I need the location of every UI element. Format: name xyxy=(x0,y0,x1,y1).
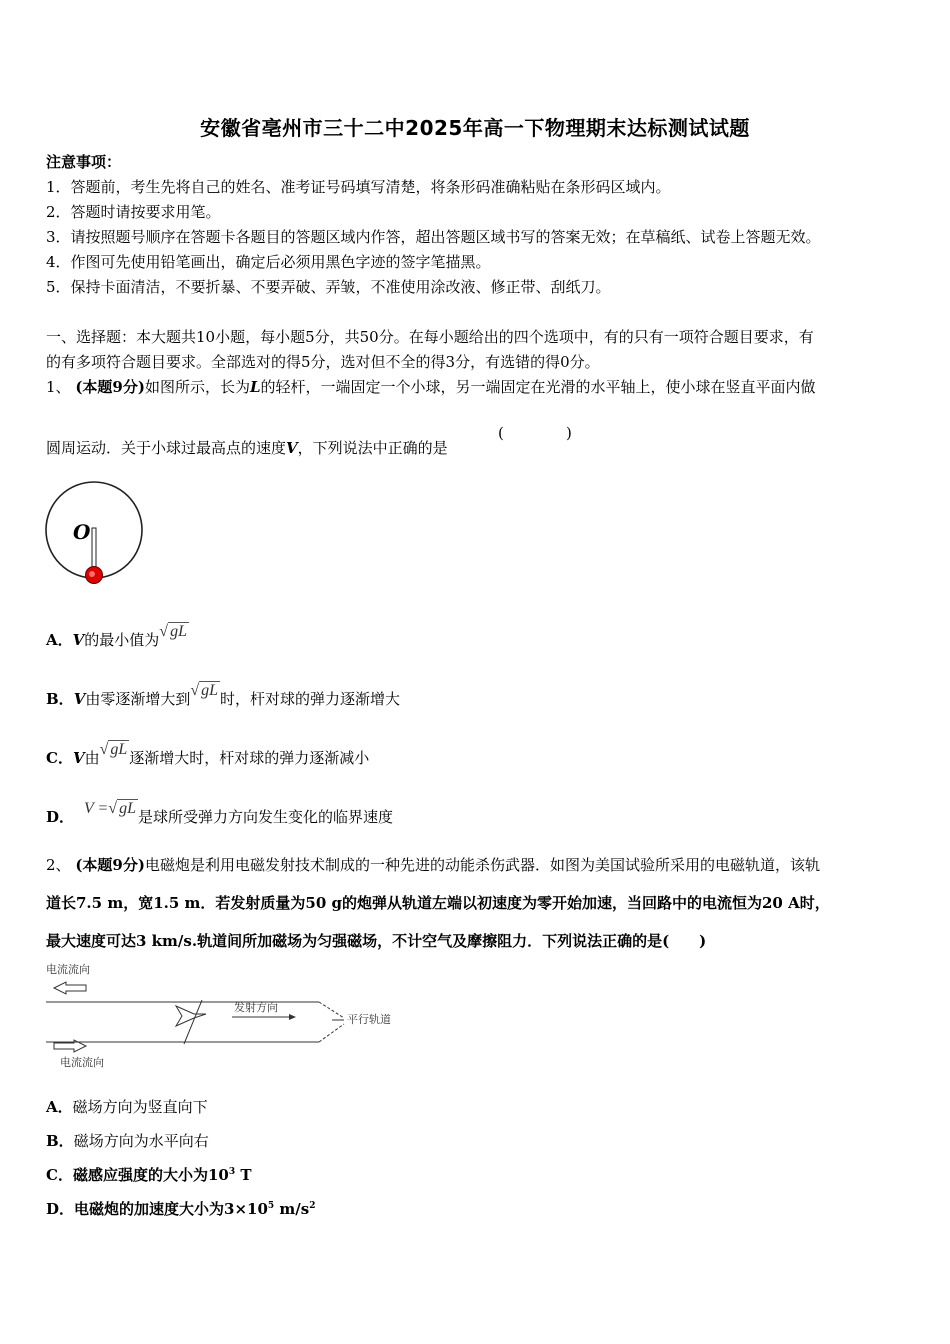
q1-option-b-v: V xyxy=(73,690,86,708)
q2-stem-line-2: 道长7.5 m，宽1.5 m．若发射质量为50 g的炮弹从轨道左端以初速度为零开始加速，当回路中的电流恒为20 A时， xyxy=(46,894,830,912)
q2-option-c-letter: C． xyxy=(46,1166,73,1184)
q1-pivot-label: O xyxy=(73,520,91,544)
q1-option-d-letter: D． xyxy=(46,808,75,826)
q1-option-a-text: 的最小值为 xyxy=(84,631,160,649)
q2-text-a: 电磁炮是利用电磁发射技术制成的一种先进的动能杀伤武器．如图为美国试验所采用的电磁轨道，该轨 xyxy=(144,856,820,874)
q2-stem-line-1 xyxy=(46,855,820,875)
q2-option-d-unit-exponent: 2 xyxy=(309,1201,316,1211)
q1-option-b-sqrt-expr: gL xyxy=(201,682,219,699)
q2-figure-rails-label: 平行轨道 xyxy=(347,1013,391,1026)
q1-stem-line-2 xyxy=(46,438,448,458)
q1-score: (本题9分) xyxy=(75,378,145,396)
q1-option-c-sqrt: √ gL xyxy=(99,741,128,758)
q1-option-d-eq: V = xyxy=(84,800,109,817)
q2-score: (本题9分) xyxy=(75,856,145,874)
notice-item-3: 3．请按照题号顺序在答题卡各题目的答题区域内作答，超出答题区域书写的答案无效；在草稿纸、试卷上答题无效。 xyxy=(46,228,821,246)
q1-option-d xyxy=(46,800,393,828)
section-intro-line-2: 的有多项符合题目要求。全部选对的得5分，选对但不全的得3分，有选错的得0分。 xyxy=(46,353,600,371)
notice-heading: 注意事项： xyxy=(46,153,122,171)
q1-option-d-sqrt: √ gL xyxy=(108,800,136,817)
q2-figure-current-top-label: 电流流向 xyxy=(46,963,90,976)
q2-option-a xyxy=(46,1097,208,1117)
q1-answer-paren-close: ) xyxy=(566,424,572,442)
section-intro-line-1: 一、选择题：本大题共10小题，每小题5分，共50分。在每小题给出的四个选项中，有的只有一项符合题目要求，有 xyxy=(46,328,814,346)
q1-text-a: 如图所示，长为 xyxy=(144,378,250,396)
q2-option-c-text: 磁感应强度的大小为10 xyxy=(72,1166,229,1184)
q2-figure-rail-gun xyxy=(44,960,414,1072)
q1-velocity-symbol: V xyxy=(286,439,298,457)
notice-item-2: 2．答题时请按要求用笔。 xyxy=(46,203,221,221)
q1-option-b-text-1: 由零逐渐增大到 xyxy=(85,690,191,708)
q1-answer-paren-open: ( xyxy=(498,424,504,442)
q1-option-c-letter: C． xyxy=(46,749,73,767)
q1-option-b-sqrt: √ gL xyxy=(190,682,219,699)
q2-option-b xyxy=(46,1131,209,1151)
q1-option-a xyxy=(46,623,189,651)
q1-length-symbol: L xyxy=(249,378,261,396)
q1-option-a-sqrt-expr: gL xyxy=(170,623,187,640)
page-title: 安徽省亳州市三十二中2025年高一下物理期末达标测试试题 xyxy=(200,116,750,140)
q2-option-a-text: 磁场方向为竖直向下 xyxy=(72,1098,208,1116)
q1-option-b-text-2: 时，杆对球的弹力逐渐增大 xyxy=(220,690,401,708)
notice-item-5: 5．保持卡面清洁，不要折暴、不要弄破、弄皱，不准使用涂改液、修正带、刮纸刀。 xyxy=(46,278,611,296)
q1-option-c-text-1: 由 xyxy=(84,749,100,767)
q2-option-d-unit: m/s xyxy=(274,1200,310,1218)
notice-item-1: 1．答题前，考生先将自己的姓名、准考证号码填写清楚，将条形码准确粘贴在条形码区域内。 xyxy=(46,178,671,196)
q2-current-top-arrow xyxy=(54,982,86,994)
q1-option-c xyxy=(46,741,370,769)
q1-option-a-sqrt: √ gL xyxy=(159,623,187,640)
q2-option-b-letter: B． xyxy=(46,1132,74,1150)
q1-text-b: 的轻杆，一端固定一个小球，另一端固定在光滑的水平轴上，使小球在竖直平面内做 xyxy=(260,378,816,396)
q2-option-c xyxy=(46,1165,251,1185)
q1-option-d-sqrt-expr: gL xyxy=(119,800,136,817)
q2-option-d-exponent: 5 xyxy=(267,1201,275,1211)
q2-projectile xyxy=(176,1006,206,1026)
q2-number: 2、 xyxy=(46,856,71,874)
q2-figure-launch-label: 发射方向 xyxy=(234,1001,278,1014)
q2-option-b-text: 磁场方向为水平向右 xyxy=(73,1132,209,1150)
q2-stem-line-3: 最大速度可达3 km/s.轨道间所加磁场为匀强磁场，不计空气及摩擦阻力．下列说法正确的是( ) xyxy=(46,932,707,950)
q1-option-b xyxy=(46,682,401,710)
q1-number: 1、 xyxy=(46,378,71,396)
q1-option-d-text: 是球所受弹力方向发生变化的临界速度 xyxy=(137,808,393,826)
q2-option-c-exponent: 3 xyxy=(228,1167,236,1177)
q1-option-a-v: V xyxy=(72,631,85,649)
q2-option-c-unit: T xyxy=(235,1166,252,1184)
q1-option-a-letter: A． xyxy=(46,631,73,649)
q1-stem-line-1 xyxy=(46,377,816,397)
q1-figure-rod-circle xyxy=(44,480,148,588)
q2-option-a-letter: A． xyxy=(46,1098,73,1116)
q1-option-c-sqrt-expr: gL xyxy=(110,741,128,758)
q2-figure-current-bottom-label: 电流流向 xyxy=(60,1056,104,1069)
q2-armature xyxy=(184,1000,202,1044)
q1-text-c: 圆周运动．关于小球过最高点的速度 xyxy=(46,439,287,457)
q1-option-b-letter: B． xyxy=(46,690,74,708)
q2-option-d-text: 电磁炮的加速度大小为3×10 xyxy=(74,1200,268,1218)
notice-item-4: 4．作图可先使用铅笔画出，确定后必须用黑色字迹的签字笔描黑。 xyxy=(46,253,491,271)
q1-option-c-text-2: 逐渐增大时，杆对球的弹力逐渐减小 xyxy=(129,749,370,767)
q2-option-d xyxy=(46,1199,315,1219)
q1-option-c-v: V xyxy=(72,749,85,767)
q2-option-d-letter: D． xyxy=(46,1200,75,1218)
q1-text-d: ，下列说法中正确的是 xyxy=(297,439,448,457)
